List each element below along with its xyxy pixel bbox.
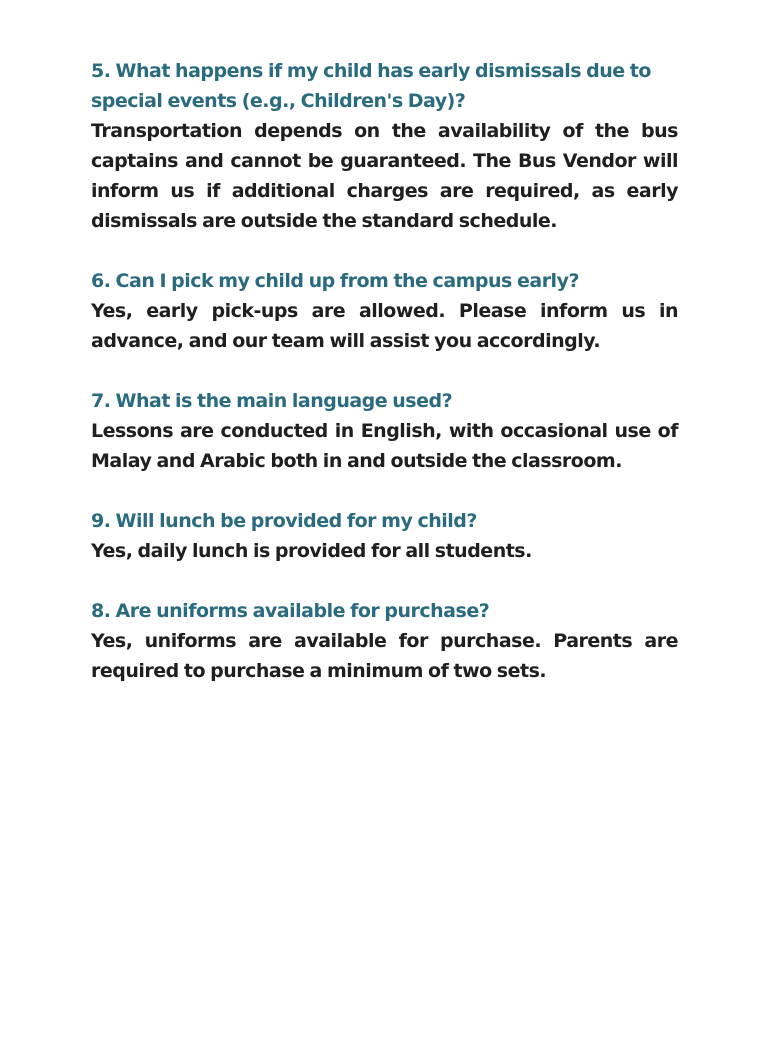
faq-question: 5. What happens if my child has early dismissals due to special events (e.g., Children's Day)? bbox=[91, 60, 651, 112]
faq-question: 7. What is the main language used? bbox=[91, 390, 453, 412]
faq-answer: Yes, early pick-ups are allowed. Please inform us in advance, and our team will assist you accordingly. bbox=[91, 300, 678, 352]
faq-answer: Yes, daily lunch is provided for all students. bbox=[91, 540, 532, 562]
faq-item-8 bbox=[91, 596, 678, 686]
faq-answer: Yes, uniforms are available for purchase. Parents are required to purchase a minimum of two sets. bbox=[91, 630, 678, 682]
faq-question: 6. Can I pick my child up from the campus early? bbox=[91, 270, 579, 292]
faq-answer: Transportation depends on the availability of the bus captains and cannot be guaranteed. The Bus Vendor will inform us if additional charges are required, as early dismissals are outside the standard schedule. bbox=[91, 120, 678, 232]
faq-question: 9. Will lunch be provided for my child? bbox=[91, 510, 477, 532]
faq-item-6 bbox=[91, 266, 678, 356]
faq-question: 8. Are uniforms available for purchase? bbox=[91, 600, 490, 622]
faq-item-7 bbox=[91, 386, 678, 476]
faq-list bbox=[91, 56, 678, 716]
faq-answer: Lessons are conducted in English, with occasional use of Malay and Arabic both in and outside the classroom. bbox=[91, 420, 678, 472]
faq-item-9 bbox=[91, 506, 678, 566]
faq-item-5 bbox=[91, 56, 678, 236]
